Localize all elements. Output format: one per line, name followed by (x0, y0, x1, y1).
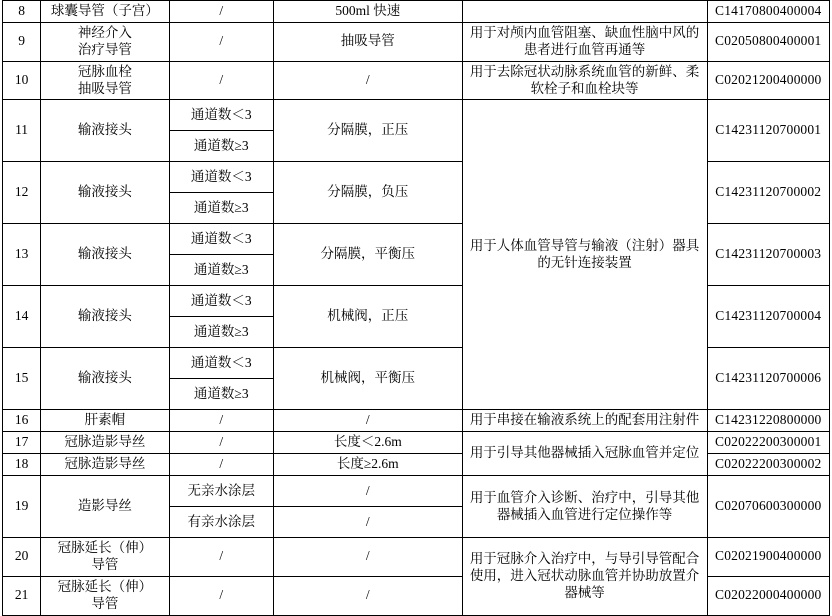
cell-serial-number: 21 (3, 576, 41, 615)
device-catalog-table (2, 0, 830, 616)
product-name-line1: 冠脉延长（伸） (57, 540, 153, 555)
cell-product-name (41, 61, 169, 100)
cell-code: C14231120700002 (707, 162, 830, 224)
cell-structure: / (273, 410, 462, 432)
table-row (3, 410, 830, 432)
product-name-line1: 冠脉延长（伸） (57, 578, 153, 594)
cell-code: C14231120700003 (707, 224, 830, 286)
cell-serial-number: 11 (3, 100, 41, 162)
cell-product-name: 冠脉造影导丝 (41, 454, 169, 476)
cell-product-name: 输液接头 (41, 162, 169, 224)
product-name-line2: 抽吸导管 (77, 80, 132, 96)
cell-spec-upper: 通道数＜3 (169, 286, 273, 317)
cell-spec-lower: 通道数≥3 (169, 131, 273, 162)
cell-structure: / (273, 538, 462, 577)
cell-spec-lower: 通道数≥3 (169, 255, 273, 286)
cell-product-name: 球囊导管（子宫） (41, 1, 169, 23)
cell-code: C02021200400000 (707, 61, 830, 100)
table-row (3, 538, 830, 577)
cell-product-name: 造影导丝 (41, 476, 169, 538)
table-row (3, 476, 830, 507)
cell-spec-upper: 通道数＜3 (169, 162, 273, 193)
cell-code: C14231120700004 (707, 286, 830, 348)
cell-spec: / (169, 1, 273, 23)
cell-product-name: 肝素帽 (41, 410, 169, 432)
product-name-line1: 冠脉血栓 (77, 63, 132, 79)
cell-serial-number: 8 (3, 1, 41, 23)
cell-spec-lower: 有亲水涂层 (169, 507, 273, 538)
cell-structure: 长度＜2.6m (273, 432, 462, 454)
cell-use-merged-extension-catheter: 用于冠脉介入治疗中，与导引导管配合使用，进入冠状动脉血管并协助放置介器械等 (462, 538, 707, 616)
cell-product-name (41, 576, 169, 615)
cell-structure: 500ml 快速 (273, 1, 462, 23)
product-name-line2: 导管 (91, 595, 119, 611)
cell-code: C02022000400000 (707, 576, 830, 615)
product-name-line1: 神经介入 (77, 24, 132, 40)
cell-product-name (41, 538, 169, 577)
cell-product-name: 冠脉造影导丝 (41, 432, 169, 454)
cell-serial-number: 18 (3, 454, 41, 476)
cell-use-merged-angio-guidewire: 用于血管介入诊断、治疗中，引导其他器械插入血管进行定位操作等 (462, 476, 707, 538)
cell-code: C14231120700006 (707, 348, 830, 410)
cell-spec: / (169, 432, 273, 454)
cell-structure: 机械阀，正压 (273, 286, 462, 348)
cell-structure: 分隔膜，负压 (273, 162, 462, 224)
table-row (3, 100, 830, 131)
cell-serial-number: 20 (3, 538, 41, 577)
cell-use: 用于串接在输液系统上的配套用注射件 (462, 410, 707, 432)
table-row (3, 432, 830, 454)
cell-product-name: 输液接头 (41, 348, 169, 410)
cell-serial-number: 12 (3, 162, 41, 224)
cell-code: C02022200300002 (707, 454, 830, 476)
cell-serial-number: 14 (3, 286, 41, 348)
cell-spec-upper: 通道数＜3 (169, 224, 273, 255)
cell-spec: / (169, 22, 273, 61)
cell-product-name (41, 22, 169, 61)
cell-structure: 机械阀，平衡压 (273, 348, 462, 410)
cell-spec: / (169, 454, 273, 476)
cell-serial-number: 16 (3, 410, 41, 432)
cell-spec-lower: 通道数≥3 (169, 317, 273, 348)
cell-code: C02070600300000 (707, 476, 830, 538)
cell-structure: 长度≥2.6m (273, 454, 462, 476)
product-name-line2: 治疗导管 (77, 41, 132, 57)
cell-structure-upper: / (273, 476, 462, 507)
cell-serial-number: 9 (3, 22, 41, 61)
cell-spec: / (169, 576, 273, 615)
cell-structure: 分隔膜，平衡压 (273, 224, 462, 286)
cell-spec: / (169, 61, 273, 100)
cell-structure: / (273, 61, 462, 100)
cell-use-merged-infusion: 用于人体血管导管与输液（注射）器具的无针连接装置 (462, 100, 707, 410)
product-name-line2: 导管 (91, 556, 119, 572)
cell-product-name: 输液接头 (41, 224, 169, 286)
cell-structure: / (273, 576, 462, 615)
cell-serial-number: 13 (3, 224, 41, 286)
cell-spec-upper: 无亲水涂层 (169, 476, 273, 507)
cell-serial-number: 17 (3, 432, 41, 454)
cell-structure: 分隔膜，正压 (273, 100, 462, 162)
cell-use: 用于对颅内血管阻塞、缺血性脑中风的患者进行血管再通等 (462, 22, 707, 61)
table-row (3, 1, 830, 23)
table-row (3, 22, 830, 61)
cell-structure: 抽吸导管 (273, 22, 462, 61)
cell-code: C02050800400001 (707, 22, 830, 61)
cell-code: C14231220800000 (707, 410, 830, 432)
cell-spec-upper: 通道数＜3 (169, 348, 273, 379)
cell-product-name: 输液接头 (41, 286, 169, 348)
cell-product-name: 输液接头 (41, 100, 169, 162)
cell-code: C02021900400000 (707, 538, 830, 577)
cell-use (462, 1, 707, 23)
table-row (3, 61, 830, 100)
cell-spec-upper: 通道数＜3 (169, 100, 273, 131)
cell-spec-lower: 通道数≥3 (169, 379, 273, 410)
cell-spec: / (169, 410, 273, 432)
cell-serial-number: 10 (3, 61, 41, 100)
cell-code: C14231120700001 (707, 100, 830, 162)
cell-structure-lower: / (273, 507, 462, 538)
cell-use: 用于去除冠状动脉系统血管的新鲜、柔软栓子和血栓块等 (462, 61, 707, 100)
cell-code: C02022200300001 (707, 432, 830, 454)
cell-code: C14170800400004 (707, 1, 830, 23)
cell-serial-number: 15 (3, 348, 41, 410)
cell-serial-number: 19 (3, 476, 41, 538)
cell-spec: / (169, 538, 273, 577)
cell-spec-lower: 通道数≥3 (169, 193, 273, 224)
cell-use-merged-coronary-guidewire: 用于引导其他器械插入冠脉血管并定位 (462, 432, 707, 476)
